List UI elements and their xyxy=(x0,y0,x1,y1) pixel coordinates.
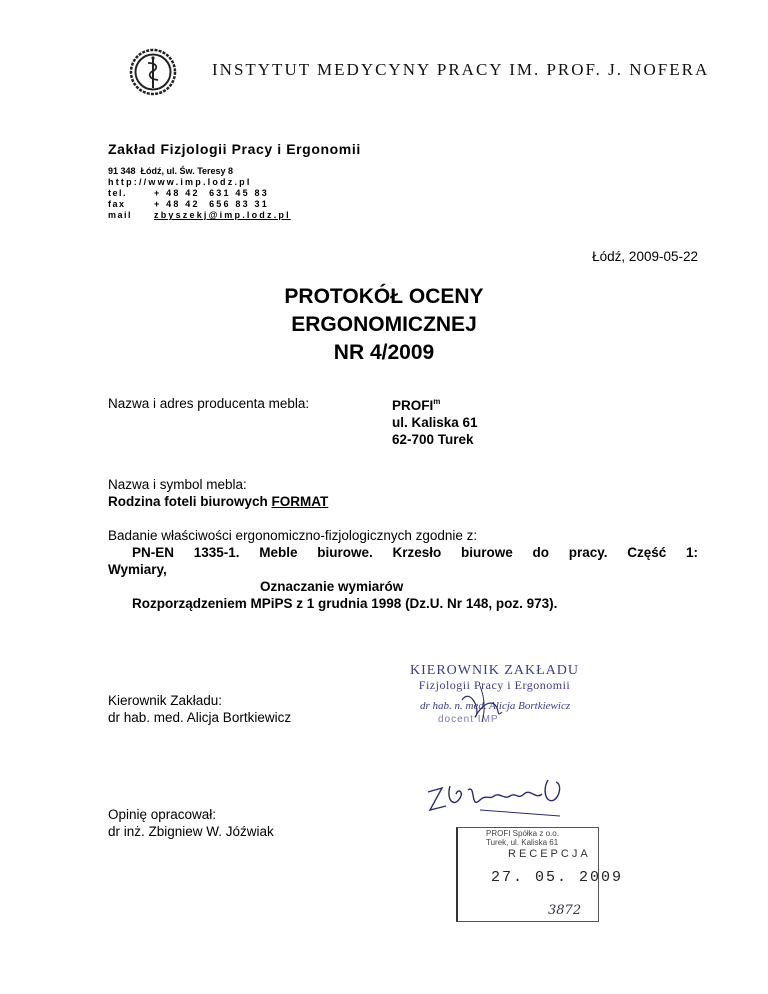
fax-value: + 48 42 656 83 31 xyxy=(154,199,269,209)
producer-details xyxy=(392,393,478,448)
mail-label: mail xyxy=(108,210,133,220)
stamp-subtitle: Fizjologii Pracy i Ergonomii xyxy=(418,678,571,692)
producer-name-sup: m xyxy=(433,397,441,406)
producer-name-line xyxy=(392,393,478,414)
stamp-title: KIEROWNIK ZAKŁADU xyxy=(410,663,580,678)
prepared-name: dr inż. Zbigniew W. Jóźwiak xyxy=(108,824,274,839)
address-line: 91 348 Łódź, ul. Św. Teresy 8 xyxy=(108,166,234,176)
producer-city: 62-700 Turek xyxy=(392,432,474,447)
contact-block xyxy=(108,166,291,221)
furniture-name xyxy=(108,493,328,510)
stamp-docent: docent IMP xyxy=(438,714,499,725)
receipt-word: RECEPCJA xyxy=(508,848,591,860)
standard-line-2: Wymiary, xyxy=(108,562,167,577)
receipt-header xyxy=(486,829,559,847)
mail-line xyxy=(108,210,291,221)
producer-street: ul. Kaliska 61 xyxy=(392,415,478,430)
receipt-company: PROFI Spółka z o.o. xyxy=(486,829,559,838)
head-name: dr hab. med. Alicja Bortkiewicz xyxy=(108,710,292,725)
head-section xyxy=(108,692,291,726)
furniture-section xyxy=(108,476,328,510)
title-line-3: NR 4/2009 xyxy=(333,341,435,364)
standard-line-3: Oznaczanie wymiarów xyxy=(260,579,404,594)
receipt-address: Turek, ul. Kaliska 61 xyxy=(486,838,559,847)
document-date: Łódź, 2009-05-22 xyxy=(592,249,698,264)
institute-logo-icon xyxy=(128,47,178,97)
prepared-label: Opinię opracował: xyxy=(108,807,217,822)
document-title xyxy=(0,283,768,367)
tel-value: + 48 42 631 45 83 xyxy=(154,188,269,198)
prepared-section xyxy=(108,806,274,840)
furniture-name-prefix: Rodzina foteli biurowych xyxy=(108,494,272,509)
tel-line xyxy=(108,188,291,199)
receipt-date: 27. 05. 2009 xyxy=(491,869,624,886)
receipt-number: 3872 xyxy=(548,903,582,918)
fax-line xyxy=(108,199,291,210)
website-line: http://www.imp.lodz.pl xyxy=(108,177,252,187)
regulation-line: Rozporządzeniem MPiPS z 1 grudnia 1998 (Dz.U. Nr 148, poz. 973). xyxy=(132,596,558,611)
fax-label: fax xyxy=(108,199,126,209)
institute-name: INSTYTUT MEDYCYNY PRACY IM. PROF. J. NOFERA xyxy=(212,60,710,79)
head-signature-icon xyxy=(450,678,530,726)
title-line-1: PROTOKÓŁ OCENY xyxy=(284,285,484,308)
producer-name: PROFI xyxy=(392,398,434,413)
tel-label: tel. xyxy=(108,188,128,198)
author-signature-icon xyxy=(420,770,580,826)
mail-link[interactable]: zbyszekj@imp.lodz.pl xyxy=(154,210,291,220)
furniture-label: Nazwa i symbol mebla: xyxy=(108,477,247,492)
standard-line-1: PN-EN 1335-1. Meble biurowe. Krzesło biurowe do pracy. Część 1: xyxy=(132,545,698,560)
furniture-symbol: FORMAT xyxy=(271,494,329,509)
department-name: Zakład Fizjologii Pracy i Ergonomii xyxy=(108,141,361,157)
stamp-name: dr hab. n. med. Alicja Bortkiewicz xyxy=(420,700,571,712)
head-label: Kierownik Zakładu: xyxy=(108,693,223,708)
title-line-2: ERGONOMICZNEJ xyxy=(291,313,477,336)
producer-label: Nazwa i adres producenta mebla: xyxy=(108,396,310,411)
research-section xyxy=(108,527,698,612)
research-intro: Badanie właściwości ergonomiczno-fizjologicznych zgodnie z: xyxy=(108,528,478,543)
